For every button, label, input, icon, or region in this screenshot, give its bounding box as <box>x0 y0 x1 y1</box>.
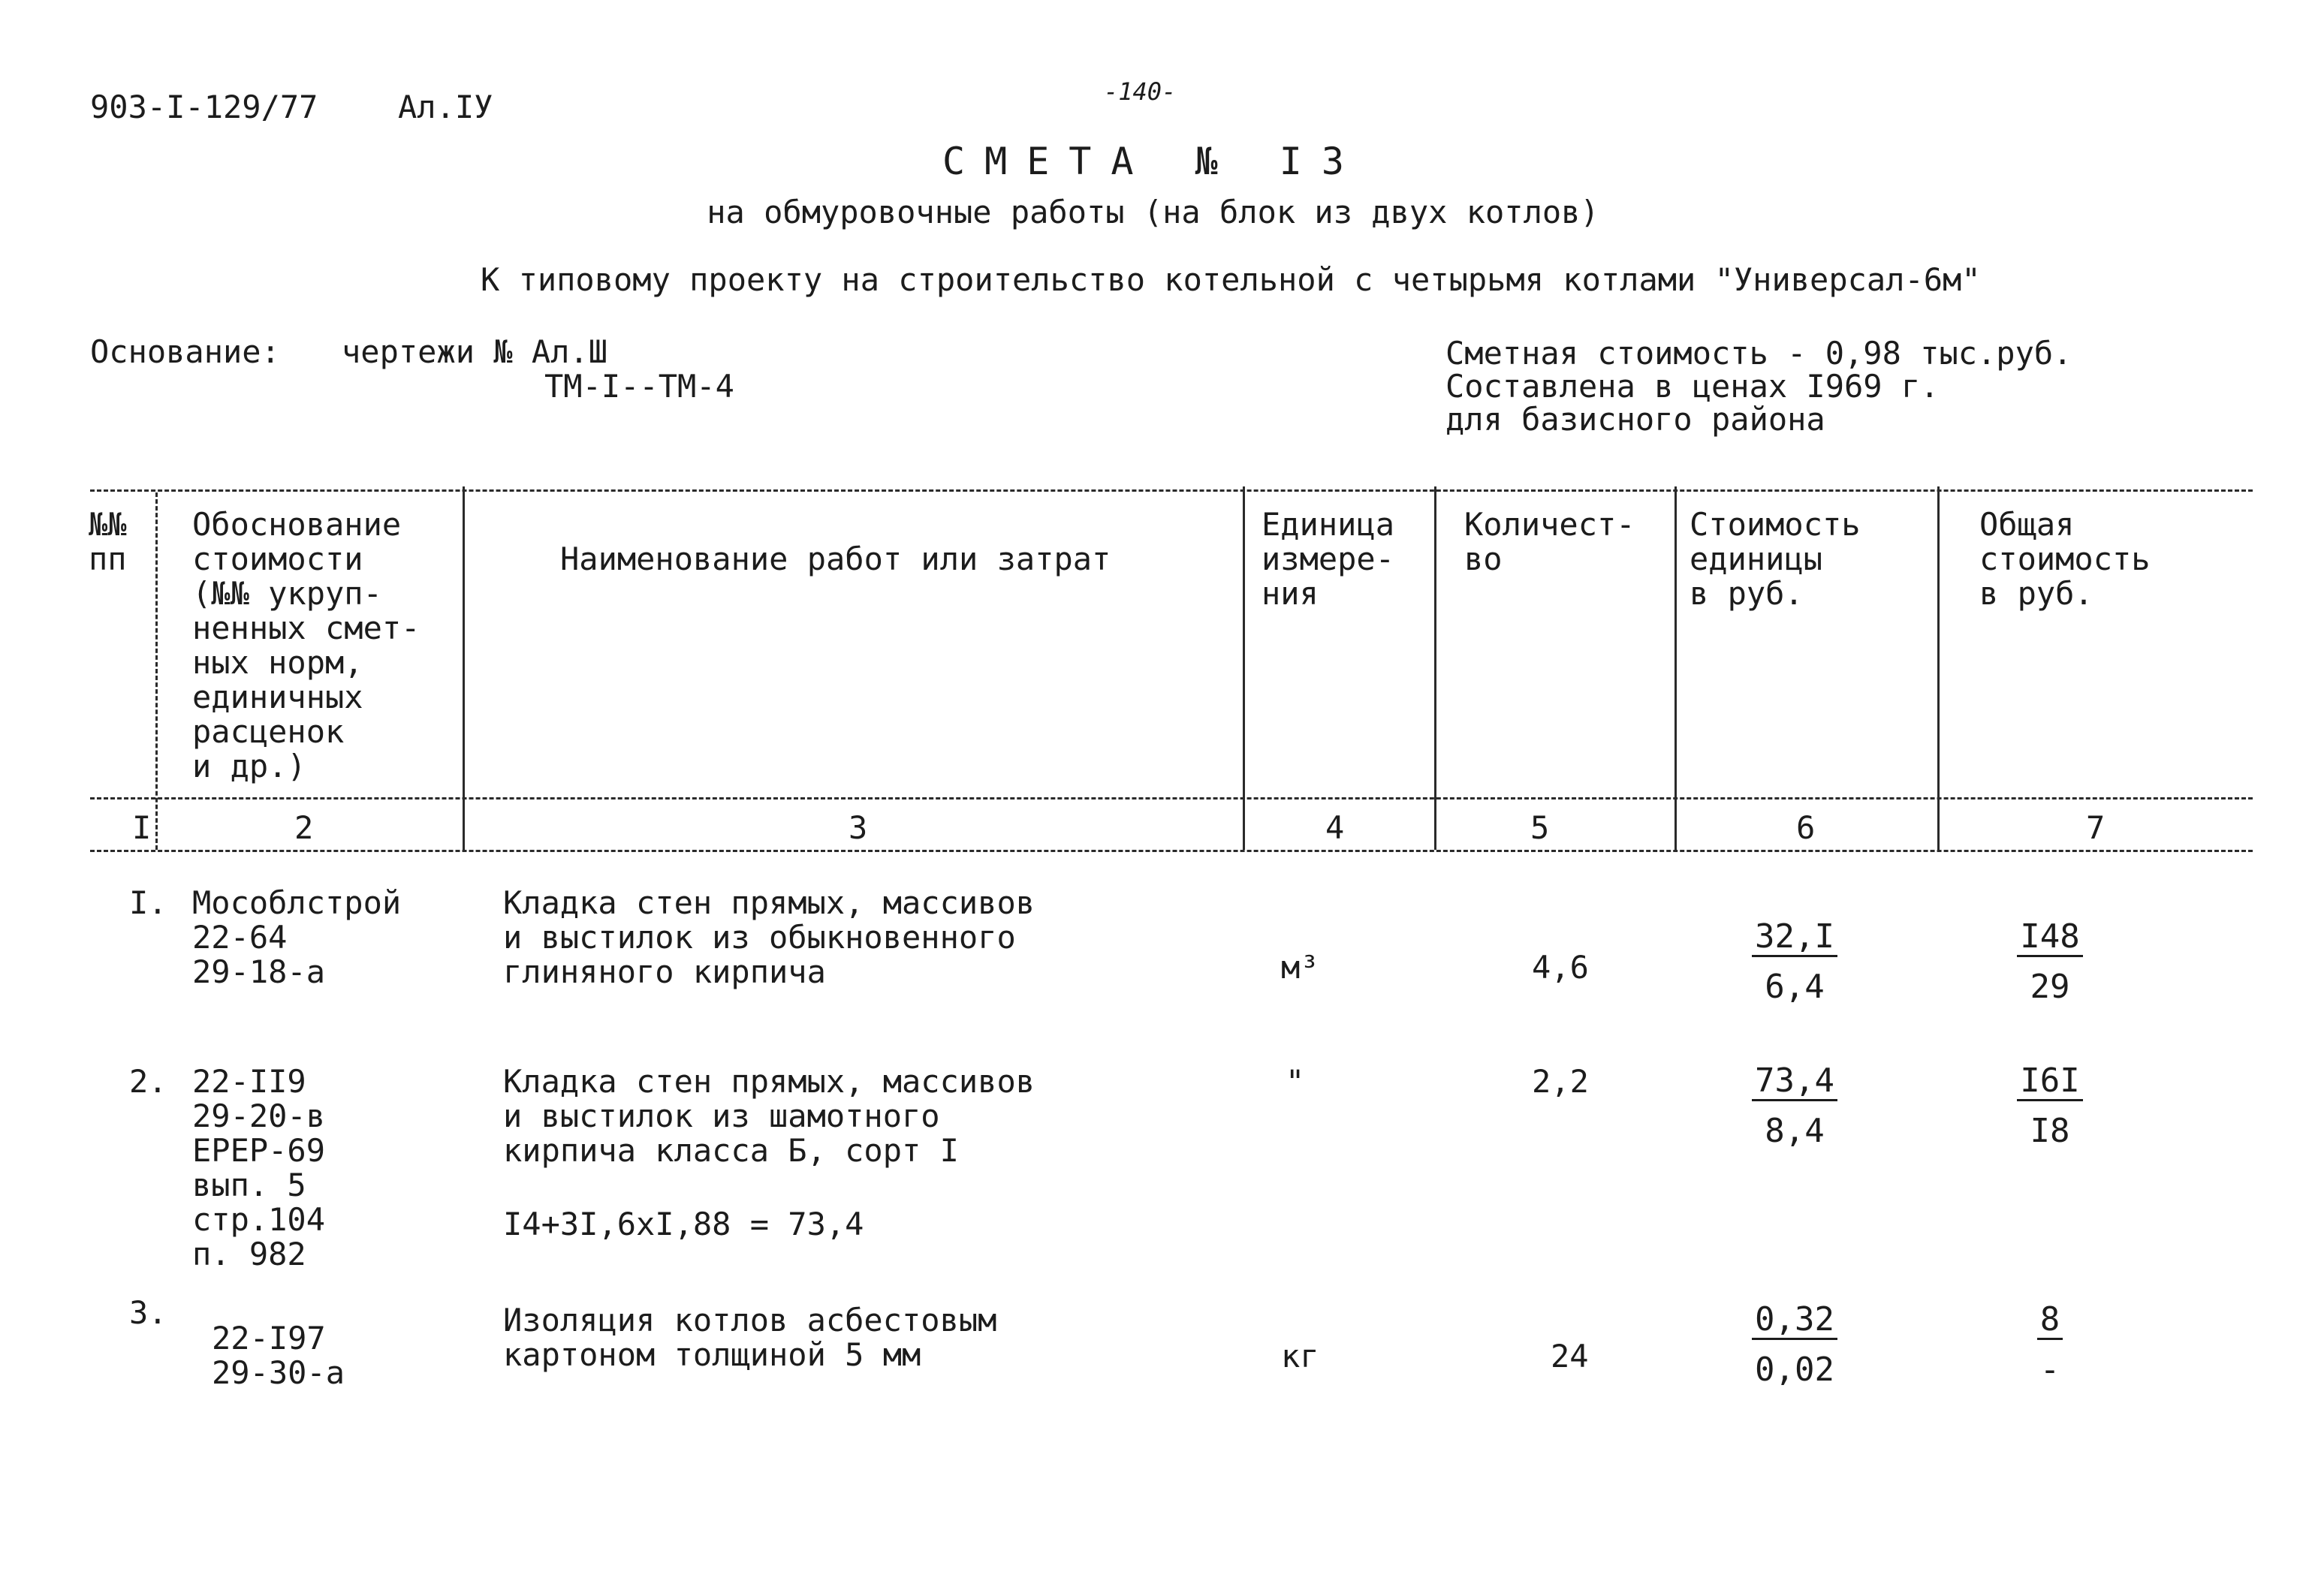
row-2-total-sub: I8 <box>2030 1112 2070 1150</box>
column-number-3: 3 <box>849 809 868 846</box>
row-2-qty: 2,2 <box>1532 1063 1589 1100</box>
project-reference: К типовому проекту на строительство котельной с четырьмя котлами "Универсал-6м" <box>481 261 1981 298</box>
column-divider-1 <box>155 492 158 850</box>
column-number-2: 2 <box>294 809 314 846</box>
row-3-unit-cost <box>1727 1300 1862 1389</box>
row-1-basis: Мособлстрой 22-64 29-18-а <box>192 884 402 990</box>
basis-label: Основание: <box>90 333 280 370</box>
header-basis: Обоснование стоимости (№№ укруп- ненных смет- ных норм, единичных расценок и др.) <box>192 506 421 784</box>
header-num: №№ пп <box>89 506 127 577</box>
row-1-num: I. <box>129 884 167 921</box>
column-number-1: I <box>132 809 152 846</box>
table-header-rule <box>90 797 2253 800</box>
row-3-num: 3. <box>129 1294 167 1331</box>
row-2-unit-cost <box>1727 1061 1862 1150</box>
column-divider-2 <box>463 486 465 850</box>
row-3-basis: 22-I97 29-30-а <box>212 1320 345 1391</box>
basis-drawings: чертежи № Ал.Ш <box>342 333 608 370</box>
document-code: 903-I-129/77 <box>90 89 318 125</box>
estimate-region: для базисного района <box>1445 401 1825 438</box>
column-number-5: 5 <box>1530 809 1550 846</box>
row-1-unit-cost-per-unit: 6,4 <box>1765 968 1825 1006</box>
header-name: Наименование работ или затрат <box>560 541 1111 577</box>
estimate-prices: Составлена в ценах I969 г. <box>1445 368 1940 405</box>
document-subtitle: на обмуровочные работы (на блок из двух котлов) <box>707 194 1599 230</box>
row-3-total <box>1997 1300 2103 1389</box>
row-1-unit-cost-value: 32,I <box>1752 920 1837 957</box>
header-unit: Единица измере- ния <box>1262 506 1395 612</box>
row-1-name: Кладка стен прямых, массивов и выстилок из обыкновенного глиняного кирпича <box>503 884 1035 990</box>
row-1-total-value: I48 <box>2017 920 2082 957</box>
row-3-name: Изоляция котлов асбестовым картоном толщиной 5 мм <box>503 1302 997 1373</box>
row-3-qty: 24 <box>1551 1338 1589 1375</box>
page-number: -140- <box>1104 77 1177 106</box>
header-qty: Количест- во <box>1464 506 1635 577</box>
estimate-cost: Сметная стоимость - 0,98 тыс.руб. <box>1445 335 2072 372</box>
row-3-total-sub: - <box>2039 1351 2060 1389</box>
row-1-total-sub: 29 <box>2030 968 2070 1006</box>
header-unit-cost: Стоимость единицы в руб. <box>1690 506 1861 612</box>
basis-drawings-range: ТМ-I--ТМ-4 <box>544 368 734 405</box>
row-1-unit-cost <box>1727 917 1862 1006</box>
header-total: Общая стоимость в руб. <box>1979 506 2151 612</box>
row-1-total <box>1997 917 2103 1006</box>
row-2-unit-cost-value: 73,4 <box>1752 1065 1837 1101</box>
column-divider-5 <box>1674 486 1677 850</box>
column-number-4: 4 <box>1325 809 1345 846</box>
row-3-unit-cost-per-unit: 0,02 <box>1755 1351 1834 1389</box>
column-number-6: 6 <box>1796 809 1816 846</box>
column-divider-4 <box>1434 486 1436 850</box>
column-divider-6 <box>1937 486 1940 850</box>
row-3-total-value: 8 <box>2037 1303 2063 1340</box>
row-2-name: Кладка стен прямых, массивов и выстилок из шамотного кирпича класса Б, сорт I <box>503 1063 1035 1169</box>
row-2-basis: 22-II9 29-20-в ЕРЕР-69 вып. 5 стр.104 п. 982 <box>192 1063 326 1272</box>
row-1-unit: м³ <box>1281 949 1319 986</box>
row-2-formula: I4+3I,6xI,88 = 73,4 <box>503 1206 864 1242</box>
row-1-qty: 4,6 <box>1532 949 1589 986</box>
row-2-total <box>1997 1061 2103 1150</box>
column-number-7: 7 <box>2086 809 2106 846</box>
row-2-unit: " <box>1286 1063 1305 1100</box>
table-numbers-rule <box>90 850 2253 852</box>
row-3-unit-cost-value: 0,32 <box>1752 1303 1837 1340</box>
row-3-unit: кг <box>1281 1338 1319 1375</box>
table-top-rule <box>90 489 2253 492</box>
row-2-num: 2. <box>129 1063 167 1100</box>
sheet-label: Ал.IУ <box>398 89 493 125</box>
column-divider-3 <box>1243 486 1245 850</box>
document-title: СМЕТА № I3 <box>942 140 1364 183</box>
row-2-total-value: I6I <box>2017 1065 2082 1101</box>
row-2-unit-cost-per-unit: 8,4 <box>1765 1112 1825 1150</box>
